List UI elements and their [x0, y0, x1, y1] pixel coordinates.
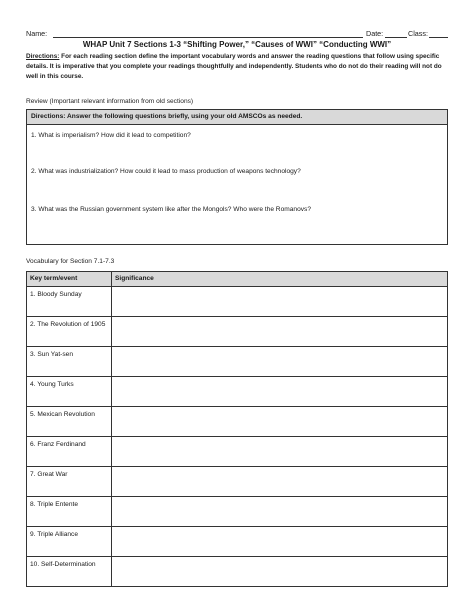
review-question-2: 2. What was industrialization? How could it lead to mass production of weapons technology? — [31, 168, 301, 175]
directions-paragraph — [26, 52, 448, 82]
date-label: Date: — [366, 29, 384, 38]
table-header-row — [27, 272, 448, 287]
term-cell: 5. Mexican Revolution — [27, 407, 112, 437]
table-row — [27, 557, 448, 587]
worksheet-title: WHAP Unit 7 Sections 1-3 “Shifting Power,” “Causes of WWI” “Conducting WWI” — [82, 40, 392, 49]
directions-text: For each reading section define the important vocabulary words and answer the reading questions that follow using specific details. It is imperative that you complete your readings thoughtfully and independently. Students who do not do their reading will not do well in this course. — [26, 53, 442, 80]
significance-cell[interactable] — [112, 497, 448, 527]
review-box — [26, 109, 448, 245]
term-cell: 9. Triple Alliance — [27, 527, 112, 557]
review-heading: Review (Important relevant information from old sections) — [26, 98, 194, 105]
significance-cell[interactable] — [112, 437, 448, 467]
term-cell: 3. Sun Yat-sen — [27, 347, 112, 377]
name-label: Name: — [26, 29, 48, 38]
term-cell: 7. Great War — [27, 467, 112, 497]
review-directions: Directions: Answer the following questions briefly, using your old AMSCOs as needed. — [27, 110, 447, 125]
class-label: Class: — [408, 29, 428, 38]
term-cell: 2. The Revolution of 1905 — [27, 317, 112, 347]
significance-cell[interactable] — [112, 527, 448, 557]
term-cell: 6. Franz Ferdinand — [27, 437, 112, 467]
review-question-1: 1. What is imperialism? How did it lead to competition? — [31, 132, 191, 139]
column-header-key-term: Key term/event — [27, 272, 112, 287]
table-row — [27, 317, 448, 347]
date-blank[interactable] — [385, 37, 407, 38]
name-blank[interactable] — [53, 37, 363, 38]
vocabulary-heading: Vocabulary for Section 7.1-7.3 — [26, 258, 115, 265]
class-blank[interactable] — [429, 37, 448, 38]
review-question-3: 3. What was the Russian government system like after the Mongols? Who were the Romanovs? — [31, 206, 311, 213]
significance-cell[interactable] — [112, 377, 448, 407]
table-row — [27, 527, 448, 557]
table-row — [27, 437, 448, 467]
table-row — [27, 377, 448, 407]
column-header-significance: Significance — [112, 272, 448, 287]
term-cell: 4. Young Turks — [27, 377, 112, 407]
table-row — [27, 497, 448, 527]
significance-cell[interactable] — [112, 467, 448, 497]
significance-cell[interactable] — [112, 407, 448, 437]
term-cell: 1. Bloody Sunday — [27, 287, 112, 317]
directions-label: Directions: — [26, 53, 60, 60]
term-cell: 8. Triple Entente — [27, 497, 112, 527]
table-row — [27, 347, 448, 377]
table-row — [27, 467, 448, 497]
significance-cell[interactable] — [112, 317, 448, 347]
table-row — [27, 407, 448, 437]
vocabulary-table — [26, 271, 448, 587]
significance-cell[interactable] — [112, 557, 448, 587]
significance-cell[interactable] — [112, 287, 448, 317]
significance-cell[interactable] — [112, 347, 448, 377]
table-row — [27, 287, 448, 317]
term-cell: 10. Self-Determination — [27, 557, 112, 587]
